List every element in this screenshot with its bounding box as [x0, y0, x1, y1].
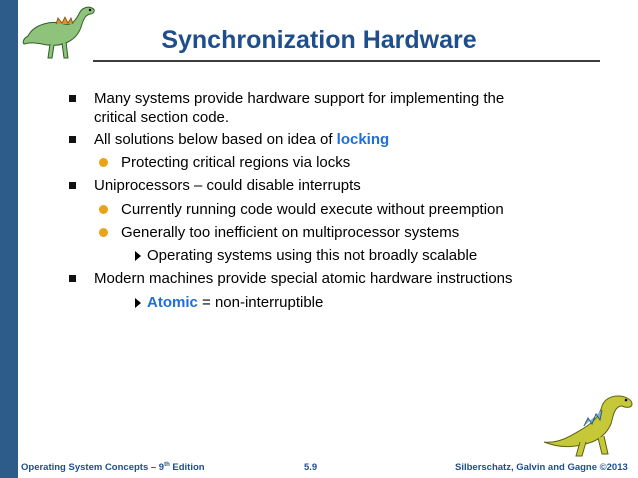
highlight-term: Atomic — [147, 294, 198, 311]
sub-bullet-text: Generally too inefficient on multiprocessor systems — [121, 224, 460, 241]
triangle-bullet-icon — [135, 298, 141, 308]
footer-superscript: th — [164, 462, 170, 468]
slide-title: Synchronization Hardware — [161, 26, 477, 54]
square-bullet-icon — [69, 182, 76, 189]
dot-bullet-icon — [99, 158, 108, 167]
sub-sub-bullet-text: Operating systems using this not broadly scalable — [147, 247, 478, 264]
bullet-text — [94, 130, 389, 149]
footer-text: Operating System Concepts – 9 — [21, 462, 165, 474]
sub-bullet-text: Currently running code would execute without preemption — [121, 201, 504, 218]
bullet-line: Many systems provide hardware support for implementing the — [94, 90, 505, 107]
highlight-term: locking — [336, 131, 390, 148]
square-bullet-icon — [69, 275, 76, 282]
sub-bullet-text: Protecting critical regions via locks — [121, 154, 351, 171]
page-number: 5.9 — [304, 462, 318, 473]
triangle-bullet-icon — [135, 251, 141, 261]
footer-authors: Silberschatz, Galvin and Gagne ©2013 — [455, 462, 628, 473]
footer-book-title — [21, 462, 205, 473]
bullet-line: All solutions below based on idea of — [94, 131, 337, 148]
bullet-text: Uniprocessors – could disable interrupts — [94, 177, 361, 194]
dot-bullet-icon — [99, 228, 108, 237]
square-bullet-icon — [69, 95, 76, 102]
sub-sub-bullet-text — [147, 293, 323, 312]
footer-text: Edition — [169, 462, 205, 474]
bullet-line: critical section code. — [94, 109, 230, 126]
square-bullet-icon — [69, 136, 76, 143]
dot-bullet-icon — [99, 205, 108, 214]
bullet-text — [94, 89, 504, 127]
bullet-line: = non-interruptible — [197, 294, 324, 311]
bullet-text: Modern machines provide special atomic hardware instructions — [94, 270, 513, 287]
